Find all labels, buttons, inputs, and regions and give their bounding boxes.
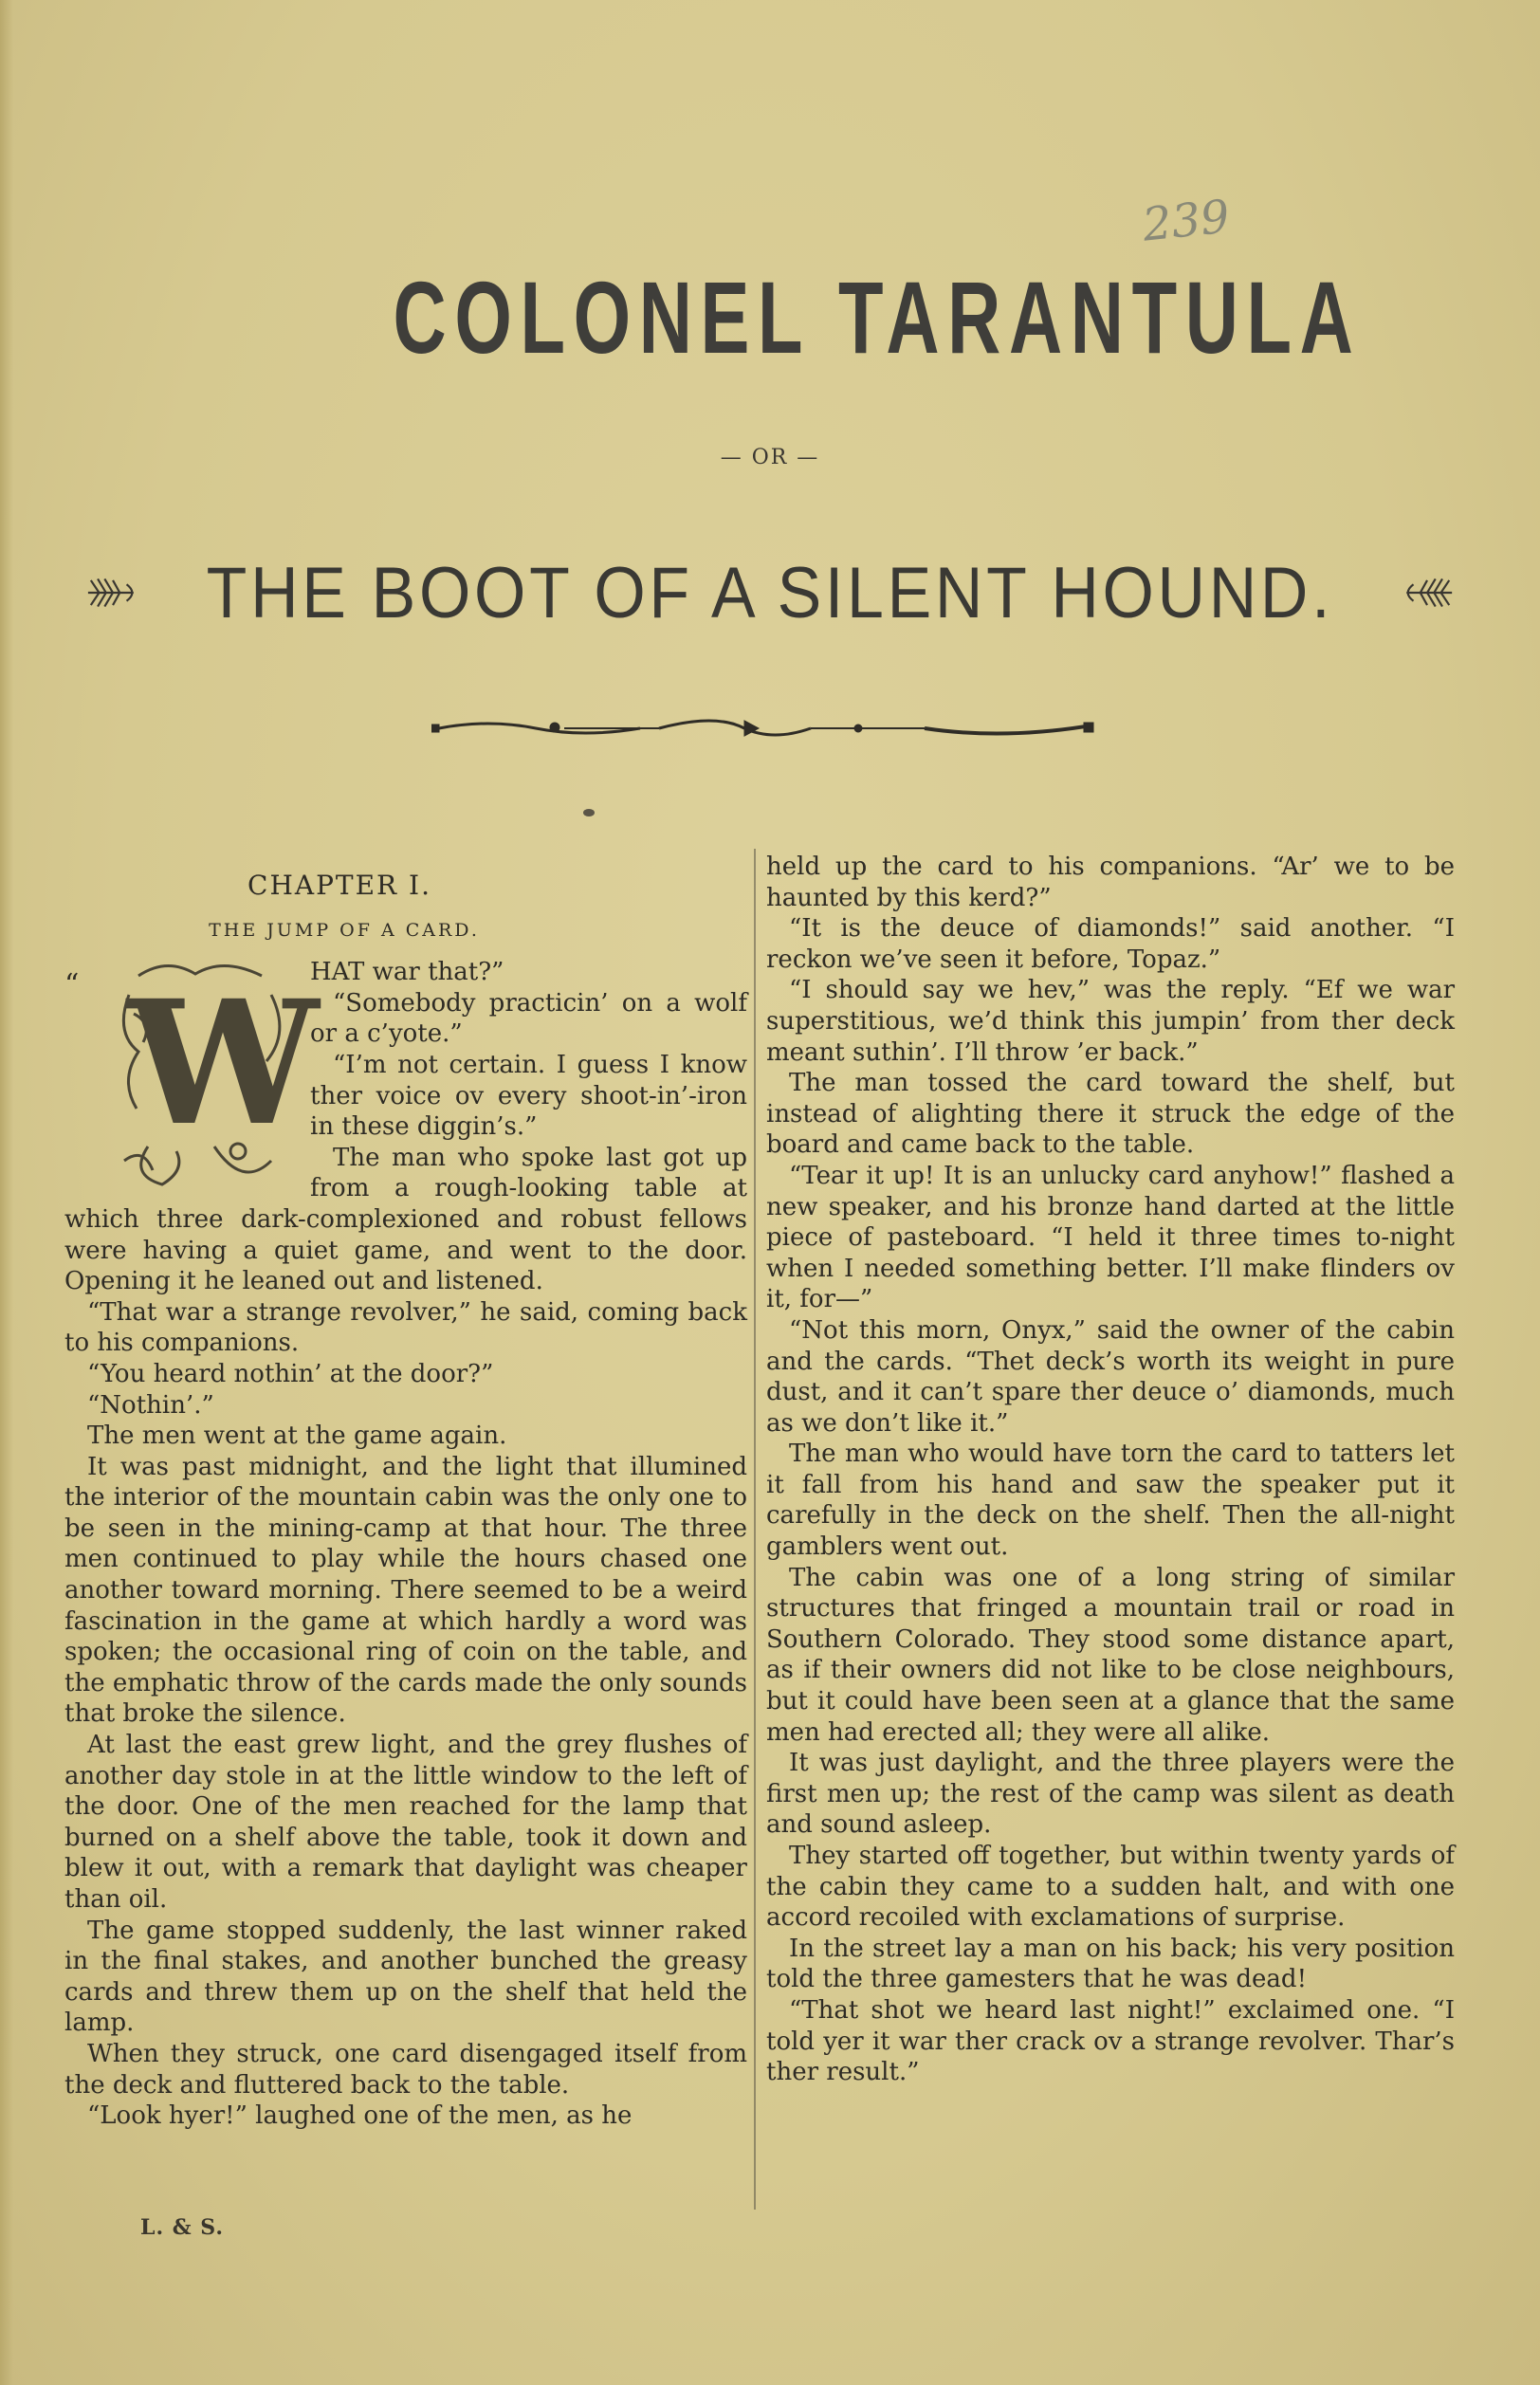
paragraph: “Not this morn, Onyx,” said the owner of the cabin and the cards. “Thet deck’s worth its weight in pure dust, and it can’t spare ther deuce o’ diamonds, much as we don’t like it.” — [766, 1315, 1455, 1438]
decorative-mark — [582, 808, 596, 817]
paragraph: The man tossed the card toward the shelf, but instead of alighting there it struck the edge of the board and came back to the table. — [766, 1069, 1455, 1160]
paragraph: “Somebody practicin’ on a wolf or a c’yote.” — [310, 988, 747, 1049]
subtitle-row — [85, 545, 1455, 640]
drop-cap — [110, 957, 320, 1200]
paragraph: held up the card to his companions. “Ar’ we to be haunted by this kerd?” — [766, 853, 1455, 912]
paragraph: “Nothin’.” — [87, 1390, 214, 1420]
paragraph: It was past midnight, and the light that illumined the interior of the mountain cabin was the only one to be seen in the mining-camp at that hour. The three men continued to play while the hours chased one another toward morning. There seemed to be a weird fascination in the game at which hardly a word was spoken; the occasional ring of coin on the table, and the emphatic throw of the cards made the only sounds that broke the silence. — [64, 1452, 747, 1729]
drop-cap-section — [64, 957, 747, 1297]
paragraph: “That shot we heard last night!” exclaimed one. “I told yer it war ther crack ov a strange revolver. Thar’s ther result.” — [766, 1995, 1455, 2087]
paragraph: “Look hyer!” laughed one of the men, as he — [87, 2101, 632, 2131]
paragraph: They started off together, but within twenty yards of the cabin they came to a sudden halt, and with one accord recoiled with exclamations of surprise. — [766, 1842, 1455, 1933]
opening-quote: “ — [64, 968, 80, 1002]
paragraph: The man who would have torn the card to tatters let it fall from his hand and saw the speaker put it carefully in the deck on the shelf. Then the all-night gamblers went out. — [766, 1440, 1455, 1562]
right-column — [766, 852, 1455, 2088]
publisher-mark: L. & S. — [140, 2215, 225, 2240]
left-column — [64, 852, 747, 2132]
main-title: COLONEL TARANTULA — [393, 260, 1362, 375]
or-separator: — OR — — [720, 446, 820, 469]
paragraph: “You heard nothin’ at the door?” — [87, 1359, 494, 1388]
paragraph: At last the east grew light, and the grey flushes of another day stole in at the little window to the left of the door. One of the men reached for the lamp that burned on a shelf above the table, took it down and blew it out, with a remark that daylight was cheaper than oil. — [64, 1731, 747, 1914]
page-edge — [0, 0, 13, 2385]
paragraph: The men went at the game again. — [87, 1422, 507, 1451]
paragraph: The game stopped suddenly, the last winner raked in the final stakes, and another bunched the greasy cards and threw them up on the shelf that held the lamp. — [64, 1916, 747, 2038]
chapter-heading: CHAPTER I. — [248, 870, 431, 901]
paragraph: “That war a strange revolver,” he said, coming back to his companions. — [64, 1297, 747, 1358]
paragraph: In the street lay a man on his back; his very position told the three gamesters that he was dead! — [766, 1934, 1455, 1994]
column-divider — [754, 849, 756, 2210]
paragraph: “Tear it up! It is an unlucky card anyhow!” flashed a new speaker, and his bronze hand darted at the little piece of pasteboard. “I held it three times to-night when I needed something better. I’ll make flinders ov it, for—” — [766, 1161, 1455, 1314]
paragraph: When they struck, one card disengaged itself from the deck and fluttered back to the table. — [64, 2039, 747, 2100]
ornamental-divider — [431, 713, 1095, 742]
page-number: 239 — [1140, 190, 1233, 252]
paragraph: The man who spoke last got up from a rough-looking table at which three dark-complexioned and robust fellows were having a quiet game, and went to the door. Opening it he leaned out and listened. — [64, 1143, 747, 1296]
drop-cap-letter: W — [127, 963, 320, 1165]
paragraph: “It is the deuce of diamonds!” said another. “I reckon we’ve seen it before, Topaz.” — [766, 914, 1455, 974]
paragraph: It was just daylight, and the three players were the first men up; the rest of the camp was silent as death and sound asleep. — [766, 1749, 1455, 1840]
paragraph: HAT war that?” — [310, 958, 504, 987]
chapter-subheading: THE JUMP OF A CARD. — [209, 919, 480, 941]
left-fleuron-icon — [85, 564, 140, 621]
subtitle: THE BOOT OF A SILENT HOUND. — [206, 552, 1334, 633]
paragraph: The cabin was one of a long string of similar structures that fringed a mountain trail or road in Southern Colorado. They stood some distance apart, as if their owners did not like to be close neighbours, but it could have been seen at a glance that the same men had erected all; they were all alike. — [766, 1563, 1455, 1747]
paragraph: “I’m not certain. I guess I know ther voice ov every shoot-in’-iron in these diggin’s.” — [310, 1050, 747, 1142]
right-fleuron-icon — [1400, 564, 1455, 621]
paragraph: “I should say we hev,” was the reply. “Ef we war superstitious, we’d think this jumpin’ from ther deck meant suthin’. I’ll throw ’er back.” — [766, 976, 1455, 1067]
